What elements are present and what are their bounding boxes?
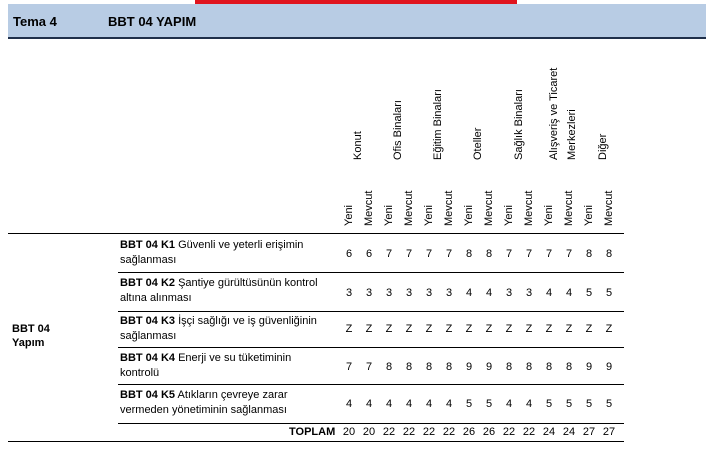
score-cell: 9	[585, 361, 593, 373]
score-cell: 8	[585, 248, 593, 260]
criterion-text: İşçi sağlığı ve iş güvenliğinin	[178, 315, 317, 327]
score-cell: 8	[465, 248, 473, 260]
score-cell: 4	[405, 398, 413, 410]
score-cell: 8	[565, 361, 573, 373]
total-cell: 22	[422, 426, 436, 438]
theme-title: BBT 04 YAPIM	[108, 14, 197, 29]
subcolumn-header-mevcut: Mevcut	[563, 190, 575, 226]
header-divider	[8, 233, 624, 234]
total-cell: 20	[342, 426, 356, 438]
total-cell: 24	[562, 426, 576, 438]
score-cell: 7	[405, 248, 413, 260]
score-cell: Z	[465, 323, 473, 335]
column-header-alisveris-line2: Merkezleri	[566, 109, 578, 160]
score-cell: 7	[525, 248, 533, 260]
score-cell: Z	[525, 323, 533, 335]
column-header-alisveris-line1: Alışveriş ve Ticaret	[548, 67, 560, 160]
group-label	[12, 322, 50, 350]
criterion-text: Atıkların çevreye zarar	[177, 389, 288, 401]
subcolumn-header-mevcut: Mevcut	[603, 190, 615, 226]
score-cell: 4	[505, 398, 513, 410]
total-cell: 26	[462, 426, 476, 438]
score-cell: 6	[365, 248, 373, 260]
score-cell: 4	[525, 398, 533, 410]
subcolumn-header-mevcut: Mevcut	[523, 190, 535, 226]
score-cell: 4	[485, 287, 493, 299]
criterion-text-cont: kontrolü	[120, 367, 160, 379]
score-cell: 8	[505, 361, 513, 373]
row-divider-2	[118, 311, 624, 312]
criterion-k3	[120, 314, 340, 344]
score-cell: Z	[445, 323, 453, 335]
criterion-code: BBT 04 K3	[120, 315, 176, 327]
score-cell: 3	[345, 287, 353, 299]
score-cell: 9	[605, 361, 613, 373]
column-header-ofis: Ofis Binaları	[392, 100, 404, 160]
criterion-text-cont: altına alınması	[120, 292, 192, 304]
score-cell: Z	[405, 323, 413, 335]
criterion-text-cont: sağlanması	[120, 254, 177, 266]
score-cell: Z	[385, 323, 393, 335]
column-header-konut: Konut	[352, 131, 364, 160]
score-cell: 4	[365, 398, 373, 410]
criterion-code: BBT 04 K4	[120, 352, 176, 364]
criterion-code: BBT 04 K5	[120, 389, 176, 401]
score-cell: Z	[565, 323, 573, 335]
group-label-line1: BBT 04	[12, 323, 50, 335]
subcolumn-header-mevcut: Mevcut	[483, 190, 495, 226]
score-cell: 7	[445, 248, 453, 260]
subcolumn-header-yeni: Yeni	[543, 204, 555, 226]
criterion-k2	[120, 276, 340, 306]
subcolumn-header-yeni: Yeni	[423, 204, 435, 226]
score-cell: Z	[505, 323, 513, 335]
score-cell: 5	[565, 398, 573, 410]
score-cell: Z	[605, 323, 613, 335]
score-cell: 3	[365, 287, 373, 299]
criterion-text: Şantiye gürültüsünün kontrol	[178, 277, 318, 289]
total-cell: 20	[362, 426, 376, 438]
score-cell: 4	[345, 398, 353, 410]
subcolumn-header-yeni: Yeni	[583, 204, 595, 226]
score-cell: 8	[485, 248, 493, 260]
criterion-text-cont: sağlanması	[120, 330, 177, 342]
score-cell: Z	[425, 323, 433, 335]
total-label: TOPLAM	[289, 426, 336, 438]
score-cell: 7	[385, 248, 393, 260]
score-cell: 8	[405, 361, 413, 373]
score-cell: 3	[505, 287, 513, 299]
total-cell: 27	[602, 426, 616, 438]
total-cell: 27	[582, 426, 596, 438]
row-divider-3	[118, 347, 624, 348]
criterion-k4	[120, 351, 340, 381]
score-cell: 4	[385, 398, 393, 410]
criterion-code: BBT 04 K1	[120, 239, 176, 251]
subcolumn-header-yeni: Yeni	[383, 204, 395, 226]
score-cell: 5	[605, 398, 613, 410]
criterion-text: Enerji ve su tüketiminin	[178, 352, 292, 364]
score-cell: 7	[565, 248, 573, 260]
group-label-line2: Yapım	[12, 337, 45, 349]
score-cell: Z	[585, 323, 593, 335]
score-cell: 8	[445, 361, 453, 373]
theme-header	[8, 4, 706, 39]
score-cell: 7	[345, 361, 353, 373]
score-cell: 4	[445, 398, 453, 410]
theme-label: Tema 4	[13, 14, 57, 29]
score-cell: 7	[425, 248, 433, 260]
subcolumn-header-mevcut: Mevcut	[363, 190, 375, 226]
score-cell: 8	[425, 361, 433, 373]
score-cell: 4	[465, 287, 473, 299]
row-divider-5	[118, 423, 624, 424]
subcolumn-header-mevcut: Mevcut	[443, 190, 455, 226]
subcolumn-header-yeni: Yeni	[463, 204, 475, 226]
score-cell: 4	[425, 398, 433, 410]
column-header-diger: Diğer	[597, 133, 609, 160]
score-cell: Z	[365, 323, 373, 335]
score-cell: 3	[405, 287, 413, 299]
total-cell: 22	[382, 426, 396, 438]
score-cell: 8	[525, 361, 533, 373]
score-cell: 6	[345, 248, 353, 260]
row-divider-1	[118, 272, 624, 273]
column-header-saglik: Sağlık Binaları	[513, 89, 525, 160]
score-cell: 8	[385, 361, 393, 373]
score-cell: Z	[485, 323, 493, 335]
score-cell: 4	[545, 287, 553, 299]
score-cell: Z	[345, 323, 353, 335]
table-bottom-rule	[8, 441, 624, 442]
score-cell: 3	[425, 287, 433, 299]
score-cell: 5	[485, 398, 493, 410]
subcolumn-header-yeni: Yeni	[503, 204, 515, 226]
score-cell: 7	[545, 248, 553, 260]
score-cell: 8	[545, 361, 553, 373]
score-cell: 3	[525, 287, 533, 299]
total-cell: 26	[482, 426, 496, 438]
score-cell: 7	[365, 361, 373, 373]
criterion-code: BBT 04 K2	[120, 277, 176, 289]
total-cell: 24	[542, 426, 556, 438]
total-cell: 22	[402, 426, 416, 438]
total-cell: 22	[442, 426, 456, 438]
score-cell: 3	[385, 287, 393, 299]
score-cell: 4	[565, 287, 573, 299]
score-cell: 5	[585, 398, 593, 410]
score-cell: 9	[465, 361, 473, 373]
criterion-k5	[120, 388, 340, 418]
score-cell: 5	[585, 287, 593, 299]
row-divider-4	[118, 384, 624, 385]
criterion-text-cont: vermeden yönetiminin sağlanması	[120, 404, 287, 416]
score-cell: 9	[485, 361, 493, 373]
score-cell: 8	[605, 248, 613, 260]
score-cell: 5	[545, 398, 553, 410]
total-cell: 22	[502, 426, 516, 438]
score-cell: Z	[545, 323, 553, 335]
criterion-text: Güvenli ve yeterli erişimin	[178, 239, 304, 251]
total-cell: 22	[522, 426, 536, 438]
column-header-egitim: Eğitim Binaları	[432, 89, 444, 160]
score-cell: 5	[465, 398, 473, 410]
score-cell: 3	[445, 287, 453, 299]
column-header-oteller: Oteller	[472, 127, 484, 160]
criterion-k1	[120, 238, 340, 268]
subcolumn-header-mevcut: Mevcut	[403, 190, 415, 226]
score-cell: 7	[505, 248, 513, 260]
subcolumn-header-yeni: Yeni	[343, 204, 355, 226]
score-cell: 5	[605, 287, 613, 299]
